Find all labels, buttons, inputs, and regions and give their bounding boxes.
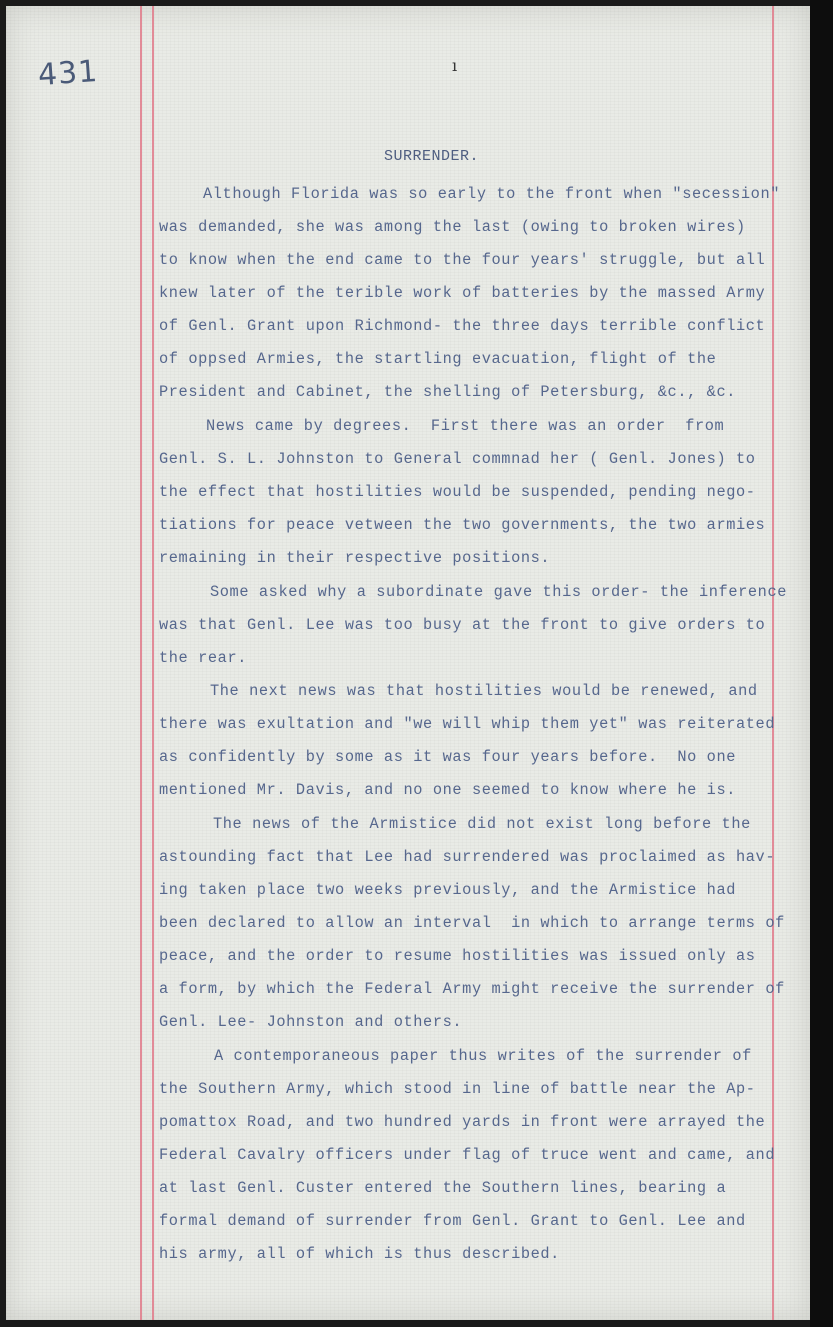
text-line: was demanded, she was among the last (owing to broken wires) [159, 218, 746, 236]
text-line: there was exultation and "we will whip them yet" was reiterated [159, 715, 776, 733]
text-line: a form, by which the Federal Army might receive the surrender of [159, 980, 785, 998]
text-line: News came by degrees. First there was an order from [206, 417, 725, 435]
text-line: pomattox Road, and two hundred yards in front were arrayed the [159, 1113, 766, 1131]
text-line: the Southern Army, which stood in line of battle near the Ap- [159, 1080, 756, 1098]
text-line: peace, and the order to resume hostilities was issued only as [159, 947, 756, 965]
text-line: A contemporaneous paper thus writes of the surrender of [214, 1047, 752, 1065]
text-line: Some asked why a subordinate gave this order- the inference [210, 583, 787, 601]
text-line: The news of the Armistice did not exist long before the [213, 815, 751, 833]
text-line: President and Cabinet, the shelling of Petersburg, &c., &c. [159, 383, 736, 401]
text-line: mentioned Mr. Davis, and no one seemed to know where he is. [159, 781, 736, 799]
left-margin-rule [140, 6, 142, 1320]
ink-mark: ı [452, 56, 458, 75]
text-line: Although Florida was so early to the front when "secession" [203, 185, 780, 203]
text-line: was that Genl. Lee was too busy at the front to give orders to [159, 616, 766, 634]
text-line: of oppsed Armies, the startling evacuation, flight of the [159, 350, 717, 368]
text-line: knew later of the terible work of batteries by the massed Army [159, 284, 766, 302]
text-line: Federal Cavalry officers under flag of truce went and came, and [159, 1146, 776, 1164]
text-line: Genl. Lee- Johnston and others. [159, 1013, 463, 1031]
right-margin-rule [772, 6, 774, 1320]
left-margin-rule-inner [152, 6, 154, 1320]
text-line: astounding fact that Lee had surrendered was proclaimed as hav- [159, 848, 776, 866]
text-line: remaining in their respective positions. [159, 549, 551, 567]
text-line: Genl. S. L. Johnston to General commnad her ( Genl. Jones) to [159, 450, 756, 468]
text-line: the effect that hostilities would be suspended, pending nego- [159, 483, 756, 501]
scan-border [810, 0, 833, 1327]
text-line: formal demand of surrender from Genl. Grant to Genl. Lee and [159, 1212, 746, 1230]
text-line: his army, all of which is thus described. [159, 1245, 560, 1263]
text-line: of Genl. Grant upon Richmond- the three days terrible conflict [159, 317, 766, 335]
text-line: at last Genl. Custer entered the Southern lines, bearing a [159, 1179, 727, 1197]
text-line: as confidently by some as it was four years before. No one [159, 748, 736, 766]
page-title: SURRENDER. [384, 148, 480, 165]
text-line: ing taken place two weeks previously, and the Armistice had [159, 881, 736, 899]
text-line: tiations for peace vetween the two governments, the two armies [159, 516, 766, 534]
text-line: the rear. [159, 649, 248, 667]
text-line: The next news was that hostilities would be renewed, and [210, 682, 758, 700]
page-number: 431 [36, 53, 100, 94]
text-line: to know when the end came to the four years' struggle, but all [159, 251, 766, 269]
text-line: been declared to allow an interval in which to arrange terms of [159, 914, 785, 932]
